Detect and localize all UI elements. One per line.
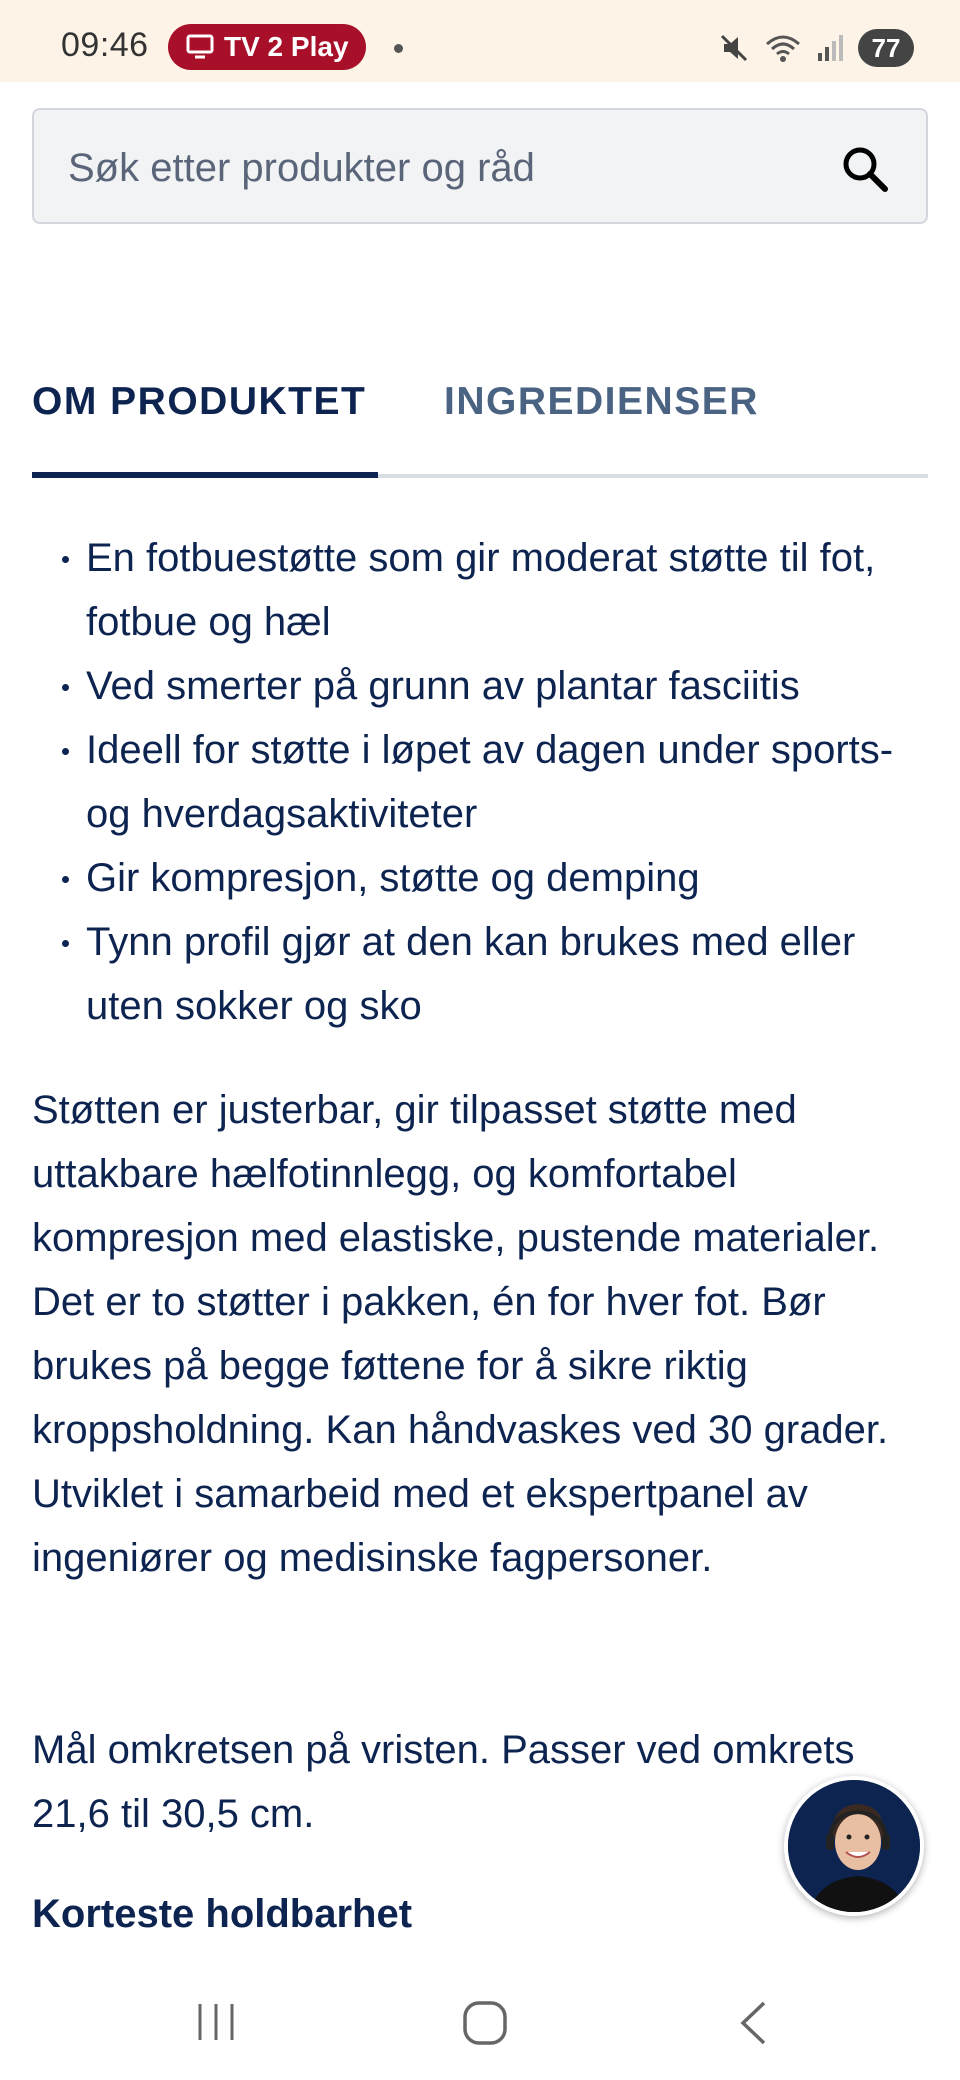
signal-icon xyxy=(816,33,844,63)
product-tabs xyxy=(32,370,928,482)
tv-icon xyxy=(186,34,214,60)
list-item: Gir kompresjon, støtte og demping xyxy=(32,846,922,910)
tv2-play-label: TV 2 Play xyxy=(224,31,349,62)
list-item: En fotbuestøtte som gir moderat støtte til fot, fotbue og hæl xyxy=(32,526,922,654)
list-item: Tynn profil gjør at den kan brukes med eller uten sokker og sko xyxy=(32,910,922,1038)
status-bar xyxy=(0,0,960,82)
recent-apps-icon[interactable] xyxy=(194,2000,238,2044)
search-input[interactable] xyxy=(32,108,928,224)
list-item: Ideell for støtte i løpet av dagen under sports- og hverdagsaktiviteter xyxy=(32,718,922,846)
home-icon[interactable] xyxy=(462,2000,508,2046)
battery-indicator: 77 xyxy=(858,29,914,67)
back-icon[interactable] xyxy=(738,2000,768,2046)
search-icon[interactable] xyxy=(840,144,890,194)
status-time: 09:46 xyxy=(61,26,149,64)
tab-active-indicator xyxy=(32,472,378,478)
mute-icon xyxy=(718,32,750,64)
wifi-icon xyxy=(764,32,802,64)
notification-dot xyxy=(394,44,403,53)
size-info: Mål omkretsen på vristen. Passer ved omkrets 21,6 til 30,5 cm. xyxy=(32,1728,855,1836)
list-item: Ved smerter på grunn av plantar fasciitis xyxy=(32,654,922,718)
search-placeholder: Søk etter produkter og råd xyxy=(68,146,535,190)
system-nav-bar xyxy=(0,1960,960,2080)
chat-assistant-avatar[interactable] xyxy=(784,1776,924,1916)
tv2-play-pill[interactable] xyxy=(168,24,366,70)
shelf-life-heading: Korteste holdbarhet xyxy=(32,1892,413,1936)
tab-om-produktet[interactable]: OM PRODUKTET xyxy=(32,380,367,423)
status-icons xyxy=(718,28,914,68)
tab-ingredienser[interactable]: INGREDIENSER xyxy=(444,380,759,423)
product-feature-list xyxy=(32,526,922,1038)
avatar-person-icon xyxy=(788,1780,924,1916)
product-description: Støtten er justerbar, gir tilpasset støtte med uttakbare hælfotinnlegg, og komfortabel kompresjon med elastiske, pustende materialer. Det er to støtter i pakken, én for hver fot. Bør brukes på begge føttene for å sikre riktig kroppsholdning. Kan håndvaskes ved 30 grader. Utviklet i samarbeid med et ekspertpanel av ingeniører og medisinske fagpersoner. xyxy=(32,1088,889,1580)
